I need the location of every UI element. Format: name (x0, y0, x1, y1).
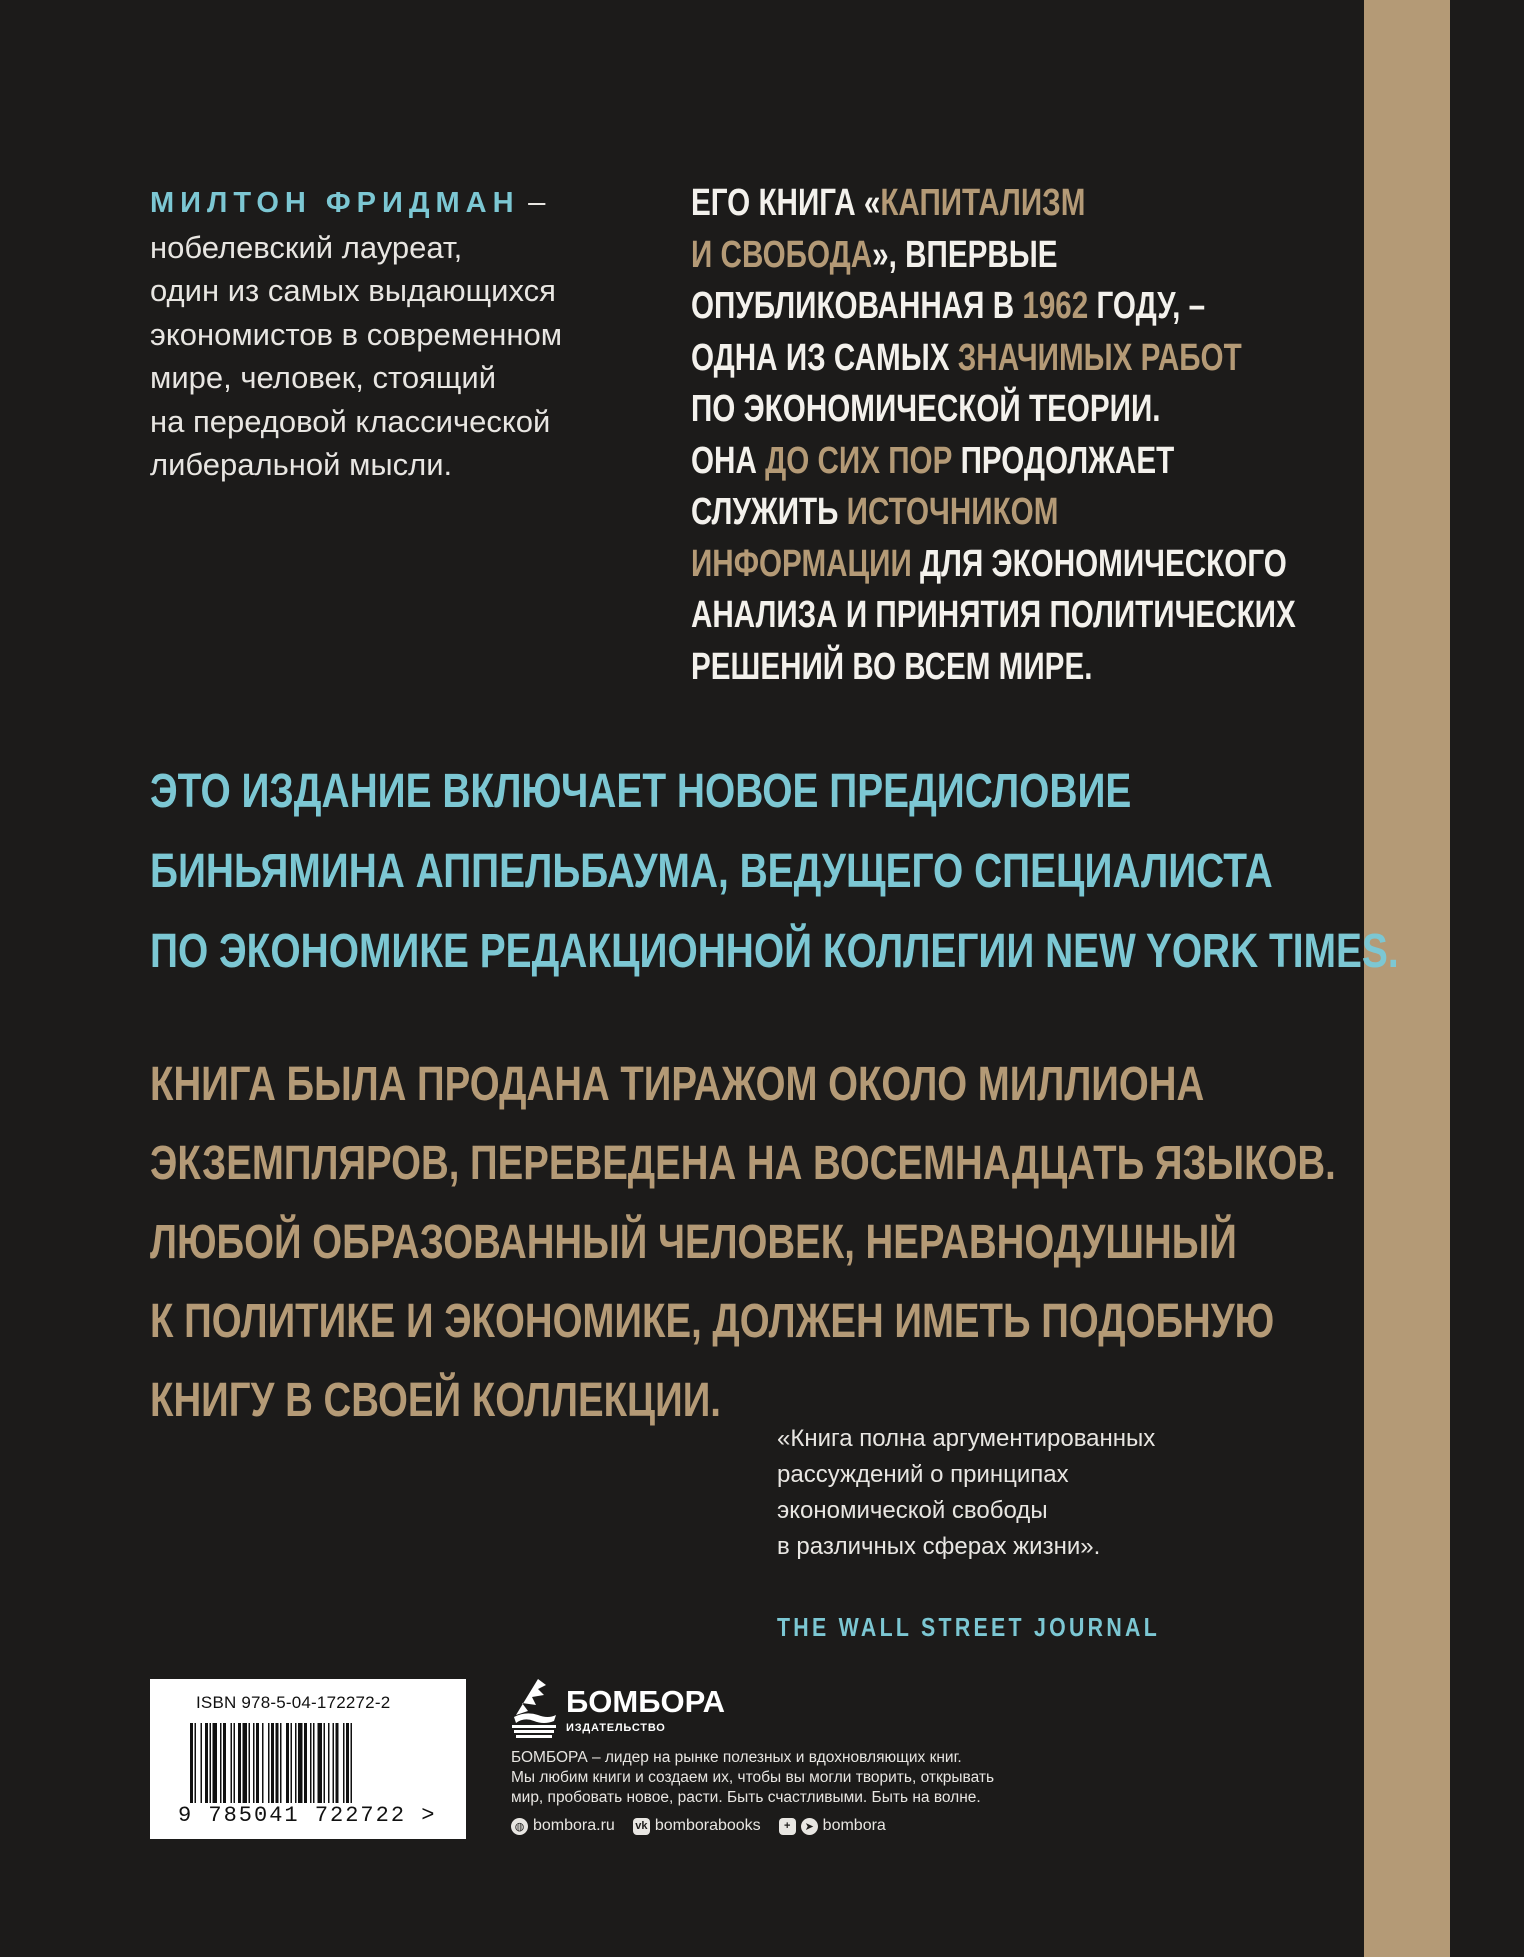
book-description (691, 178, 1296, 693)
author-name: МИЛТОН ФРИДМАН (150, 187, 520, 219)
edition-line: ЭТО ИЗДАНИЕ ВКЛЮЧАЕТ НОВОЕ ПРЕДИСЛОВИЕ (150, 765, 1132, 818)
quote-line: «Книга полна аргументированных (777, 1425, 1156, 1452)
sales-line: К ПОЛИТИКЕ И ЭКОНОМИКЕ, ДОЛЖЕН ИМЕТЬ ПОДОБНУЮ (150, 1295, 1275, 1348)
social-link-label: bombora (822, 1817, 886, 1834)
author-line: либеральной мысли. (150, 447, 453, 482)
telegram-icon: ➤ (801, 1818, 818, 1835)
author-blurb (150, 180, 570, 487)
about-line: ОДНА ИЗ САМЫХ ЗНАЧИМЫХ РАБОТ (691, 336, 1242, 379)
author-first-line (150, 180, 570, 226)
about-line: РЕШЕНИЙ ВО ВСЕМ МИРЕ. (691, 645, 1093, 688)
globe-icon: ◍ (511, 1818, 528, 1835)
edition-line: БИНЬЯМИНА АППЕЛЬБАУМА, ВЕДУЩЕГО СПЕЦИАЛИСТА (150, 845, 1273, 898)
author-line: экономистов в современном (150, 316, 563, 352)
publisher-line: Мы любим книги и создаем их, чтобы вы могли творить, открывать (511, 1769, 995, 1786)
publisher-sub: ИЗДАТЕЛЬСТВО (566, 1722, 666, 1734)
publisher-links (511, 1817, 886, 1835)
edition-note (150, 752, 1524, 992)
about-line: СЛУЖИТЬ ИСТОЧНИКОМ (691, 491, 1059, 533)
review-quote (777, 1421, 1177, 1565)
author-line: один из самых выдающихся (150, 273, 556, 308)
isbn-label: ISBN 978-5-04-172272-2 (196, 1693, 391, 1712)
quote-line: в различных сферах жизни». (777, 1533, 1101, 1560)
edition-line: ПО ЭКОНОМИКЕ РЕДАКЦИОННОЙ КОЛЛЕГИИ NEW YORK TIMES. (150, 925, 1399, 978)
quote-source: THE WALL STREET JOURNAL (777, 1612, 1161, 1642)
author-line: нобелевский лауреат, (150, 229, 463, 265)
about-line: ОПУБЛИКОВАННАЯ В 1962 ГОДУ, – (691, 285, 1206, 327)
sales-line: КНИГА БЫЛА ПРОДАНА ТИРАЖОМ ОКОЛО МИЛЛИОНА (150, 1058, 1205, 1111)
sales-line: ЛЮБОЙ ОБРАЗОВАННЫЙ ЧЕЛОВЕК, НЕРАВНОДУШНЫЙ (150, 1216, 1237, 1269)
publisher-line: мир, пробовать новое, расти. Быть счастливыми. Быть на волне. (511, 1789, 981, 1806)
about-line: И СВОБОДА», ВПЕРВЫЕ (691, 233, 1058, 276)
about-line: АНАЛИЗА И ПРИНЯТИЯ ПОЛИТИЧЕСКИХ (691, 594, 1296, 636)
quote-line: рассуждений о принципах (777, 1461, 1069, 1488)
publisher-description (511, 1748, 1071, 1808)
quote-line: экономической свободы (777, 1497, 1048, 1524)
barcode-digits: 9 785041 722722 > (178, 1803, 437, 1828)
author-dash: – (519, 184, 546, 219)
sales-line: КНИГУ В СВОЕЙ КОЛЛЕКЦИИ. (150, 1374, 721, 1427)
plus-icon: + (779, 1818, 796, 1835)
site-link-label: bombora.ru (533, 1817, 615, 1834)
social-link[interactable] (779, 1817, 886, 1835)
about-line: ПО ЭКОНОМИЧЕСКОЙ ТЕОРИИ. (691, 388, 1161, 430)
about-line: ЕГО КНИГА «КАПИТАЛИЗМ (691, 182, 1086, 224)
vk-icon: vk (633, 1818, 650, 1835)
bombora-logo-icon (508, 1675, 560, 1739)
barcode (150, 1679, 466, 1839)
publisher-brand: БОМБОРА (566, 1684, 725, 1719)
sales-note (150, 1045, 1524, 1440)
vk-link-label: bomborabooks (654, 1817, 761, 1834)
publisher-line: БОМБОРА – лидер на рынке полезных и вдохновляющих книг. (511, 1749, 962, 1766)
site-link[interactable] (511, 1817, 615, 1835)
author-line: на передовой классической (150, 403, 551, 439)
about-line: ОНА ДО СИХ ПОР ПРОДОЛЖАЕТ (691, 439, 1175, 482)
about-line: ИНФОРМАЦИИ ДЛЯ ЭКОНОМИЧЕСКОГО (691, 542, 1287, 585)
vk-link[interactable] (633, 1817, 761, 1835)
author-line: мире, человек, стоящий (150, 360, 497, 395)
sales-line: ЭКЗЕМПЛЯРОВ, ПЕРЕВЕДЕНА НА ВОСЕМНАДЦАТЬ ЯЗЫКОВ. (150, 1137, 1336, 1190)
